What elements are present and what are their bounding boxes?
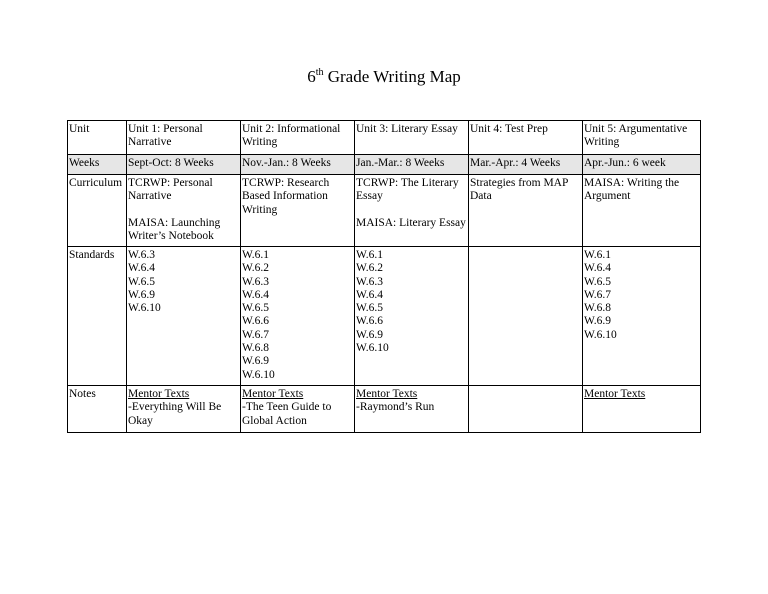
- unit-3-weeks: Jan.-Mar.: 8 Weeks: [355, 155, 469, 175]
- unit-5-curriculum: [583, 175, 701, 247]
- row-header-standards: Standards: [68, 247, 127, 386]
- unit-1-name: Unit 1: Personal Narrative: [127, 121, 241, 155]
- unit-3-curriculum: [355, 175, 469, 247]
- page-title: [0, 66, 768, 88]
- unit-5-weeks: Apr.-Jun.: 6 week: [583, 155, 701, 175]
- standard-item: W.6.9: [128, 288, 156, 301]
- unit-2-notes: [241, 386, 355, 433]
- standard-item: W.6.3: [242, 275, 270, 288]
- standard-item: W.6.6: [356, 315, 384, 328]
- curriculum-secondary: MAISA: Launching Writer’s Notebook: [128, 216, 221, 242]
- standard-item: W.6.8: [242, 342, 270, 355]
- unit-5-standards: [583, 247, 701, 386]
- writing-map-table: [67, 120, 701, 433]
- curriculum-row: [68, 175, 701, 247]
- mentor-texts-heading: Mentor Texts: [356, 388, 418, 400]
- unit-4-standards: [469, 247, 583, 386]
- standards-row: [68, 247, 701, 386]
- curriculum-primary: TCRWP: Research Based Information Writing: [242, 177, 330, 216]
- standard-item: W.6.3: [356, 275, 384, 288]
- standard-item: W.6.5: [584, 275, 612, 288]
- mentor-texts-heading: Mentor Texts: [584, 388, 646, 400]
- unit-1-standards: [127, 247, 241, 386]
- standard-item: W.6.9: [584, 315, 612, 328]
- title-text: Grade Writing Map: [323, 67, 461, 86]
- unit-5-notes: [583, 386, 701, 433]
- standard-item: W.6.10: [356, 342, 389, 355]
- standard-item: W.6.5: [356, 302, 384, 315]
- row-header-curriculum: Curriculum: [68, 175, 127, 247]
- title-grade-number: 6: [307, 67, 316, 86]
- standard-item: W.6.9: [356, 328, 384, 341]
- unit-2-name: Unit 2: Informational Writing: [241, 121, 355, 155]
- unit-4-curriculum: [469, 175, 583, 247]
- standard-item: W.6.10: [584, 328, 617, 341]
- standard-item: W.6.8: [584, 302, 612, 315]
- standard-item: W.6.10: [242, 368, 275, 381]
- unit-3-standards: [355, 247, 469, 386]
- mentor-texts-heading: Mentor Texts: [242, 388, 304, 400]
- standard-item: W.6.4: [128, 262, 156, 275]
- unit-1-weeks: Sept-Oct: 8 Weeks: [127, 155, 241, 175]
- standard-item: W.6.4: [242, 288, 270, 301]
- standard-item: W.6.1: [242, 249, 270, 261]
- curriculum-primary: TCRWP: Personal Narrative: [128, 177, 213, 203]
- curriculum-primary: MAISA: Writing the Argument: [584, 177, 680, 203]
- standard-item: W.6.2: [242, 262, 270, 275]
- standard-item: W.6.2: [356, 262, 384, 275]
- mentor-texts-heading: Mentor Texts: [128, 388, 190, 400]
- standard-item: W.6.9: [242, 355, 270, 368]
- mentor-text-title: -The Teen Guide to Global Action: [242, 401, 332, 427]
- mentor-text-title: -Everything Will Be Okay: [128, 401, 222, 427]
- standard-item: W.6.10: [128, 302, 161, 315]
- unit-4-name: Unit 4: Test Prep: [469, 121, 583, 155]
- unit-3-notes: [355, 386, 469, 433]
- standard-item: W.6.6: [242, 315, 270, 328]
- standard-item: W.6.5: [242, 302, 270, 315]
- weeks-row: [68, 155, 701, 175]
- row-header-weeks: Weeks: [68, 155, 127, 175]
- unit-2-standards: [241, 247, 355, 386]
- standard-item: W.6.3: [128, 249, 156, 261]
- unit-1-notes: [127, 386, 241, 433]
- curriculum-secondary: MAISA: Literary Essay: [356, 216, 466, 229]
- standard-item: W.6.7: [584, 288, 612, 301]
- unit-2-weeks: Nov.-Jan.: 8 Weeks: [241, 155, 355, 175]
- title-superscript: th: [315, 67, 324, 78]
- row-header-notes: Notes: [68, 386, 127, 433]
- standard-item: W.6.4: [584, 262, 612, 275]
- unit-1-curriculum: [127, 175, 241, 247]
- mentor-text-title: -Raymond’s Run: [356, 401, 435, 414]
- unit-3-name: Unit 3: Literary Essay: [355, 121, 469, 155]
- unit-4-weeks: Mar.-Apr.: 4 Weeks: [469, 155, 583, 175]
- unit-row: [68, 121, 701, 155]
- standard-item: W.6.5: [128, 275, 156, 288]
- unit-4-notes: [469, 386, 583, 433]
- unit-2-curriculum: [241, 175, 355, 247]
- standard-item: W.6.4: [356, 288, 384, 301]
- standard-item: W.6.7: [242, 328, 270, 341]
- unit-5-name: Unit 5: Argumentative Writing: [583, 121, 701, 155]
- standard-item: W.6.1: [584, 249, 612, 261]
- standard-item: W.6.1: [356, 249, 384, 261]
- row-header-unit: Unit: [68, 121, 127, 155]
- curriculum-primary: TCRWP: The Literary Essay: [356, 177, 459, 203]
- curriculum-primary: Strategies from MAP Data: [470, 177, 568, 203]
- notes-row: [68, 386, 701, 433]
